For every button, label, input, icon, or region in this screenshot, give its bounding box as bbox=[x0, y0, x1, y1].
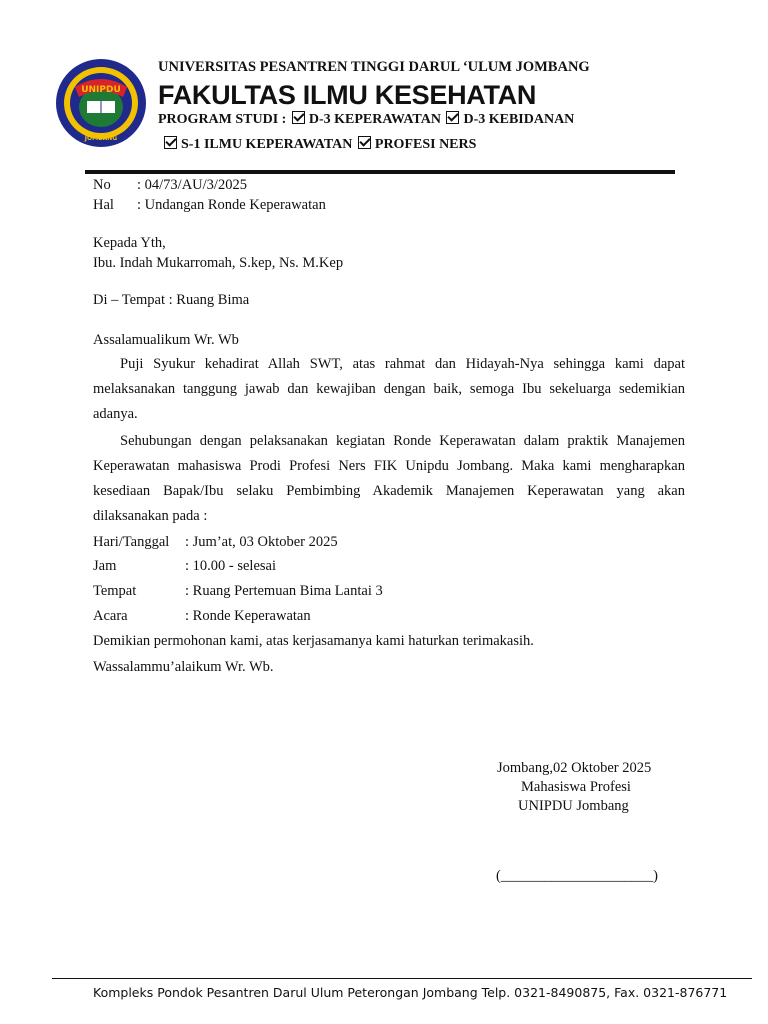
paragraph-1: Puji Syukur kehadirat Allah SWT, atas rahmat dan Hidayah-Nya sehingga kami dapat melaksanakan tanggung jawab dan kewajiban dengan baik, semoga Ibu sekeluarga sedemikian adanya. bbox=[93, 356, 685, 422]
checkbox-icon bbox=[164, 136, 177, 149]
recipient-name: Ibu. Indah Mukarromah, S.kep, Ns. M.Kep bbox=[93, 255, 344, 271]
recipient-place: Di – Tempat : Ruang Bima bbox=[93, 292, 250, 308]
signature-blank: (_____________________) bbox=[496, 868, 658, 884]
recipient-greeting: Kepada Yth, bbox=[93, 235, 166, 251]
header-divider bbox=[85, 170, 675, 174]
logo-text-top: UNIPDU bbox=[81, 85, 121, 95]
detail-label: Hari/Tanggal bbox=[93, 534, 170, 550]
subject: : Undangan Ronde Keperawatan bbox=[137, 197, 326, 213]
signature-role: Mahasiswa Profesi bbox=[521, 779, 631, 795]
program-s1-keperawatan: S-1 ILMU KEPERAWATAN bbox=[181, 137, 353, 152]
checkbox-icon bbox=[292, 111, 305, 124]
letter-number-label: No bbox=[93, 177, 111, 193]
detail-row bbox=[93, 534, 338, 551]
university-name: UNIVERSITAS PESANTREN TINGGI DARUL ‘ULUM JOMBANG bbox=[158, 59, 590, 75]
program-d3-keperawatan: D-3 KEPERAWATAN bbox=[308, 112, 441, 127]
footer-address: Kompleks Pondok Pesantren Darul Ulum Peterongan Jombang Telp. 0321-8490875, Fax. 0321-876771 bbox=[93, 985, 728, 1000]
letter-number: : 04/73/AU/3/2025 bbox=[137, 177, 247, 193]
program-d3-kebidanan: D-3 KEBIDANAN bbox=[463, 112, 575, 127]
footer-divider bbox=[52, 978, 752, 979]
program-profesi-ners: PROFESI NERS bbox=[374, 137, 477, 152]
detail-value: : Jum’at, 03 Oktober 2025 bbox=[185, 534, 338, 550]
closing-salutation: Wassalammu’alaikum Wr. Wb. bbox=[93, 659, 274, 675]
paragraph-2: Sehubungan dengan pelaksanakan kegiatan Ronde Keperawatan dalam praktik Manajemen Keperawatan mahasiswa Prodi Profesi Ners FIK Unipdu Jombang. Maka kami mengharapkan kesediaan Bapak/Ibu selaku Pembimbing Akademik Manajemen Keperawatan yang akan dilaksanakan pada : bbox=[93, 433, 685, 524]
program-line-1 bbox=[158, 110, 574, 128]
program-prefix: PROGRAM STUDI : bbox=[158, 112, 287, 127]
detail-row bbox=[93, 583, 383, 600]
detail-value: : Ronde Keperawatan bbox=[185, 608, 311, 624]
checkbox-icon bbox=[446, 111, 459, 124]
faculty-name: FAKULTAS ILMU KESEHATAN bbox=[158, 80, 537, 110]
program-line-2 bbox=[162, 135, 476, 153]
detail-row bbox=[93, 558, 276, 575]
logo-text-bottom: JOMBANG bbox=[84, 135, 118, 142]
signature-institution: UNIPDU Jombang bbox=[518, 798, 629, 814]
university-logo bbox=[55, 57, 147, 149]
detail-value: : Ruang Pertemuan Bima Lantai 3 bbox=[185, 583, 383, 599]
opening-salutation: Assalamualikum Wr. Wb bbox=[93, 332, 239, 348]
detail-label: Tempat bbox=[93, 583, 137, 599]
subject-label: Hal bbox=[93, 197, 114, 213]
detail-label: Jam bbox=[93, 558, 117, 574]
checkbox-icon bbox=[358, 136, 371, 149]
detail-value: : 10.00 - selesai bbox=[185, 558, 277, 574]
closing-statement: Demikian permohonan kami, atas kerjasamanya kami haturkan terimakasih. bbox=[93, 633, 534, 649]
detail-label: Acara bbox=[93, 608, 128, 624]
detail-row bbox=[93, 608, 311, 625]
signature-place-date: Jombang,02 Oktober 2025 bbox=[497, 760, 652, 776]
